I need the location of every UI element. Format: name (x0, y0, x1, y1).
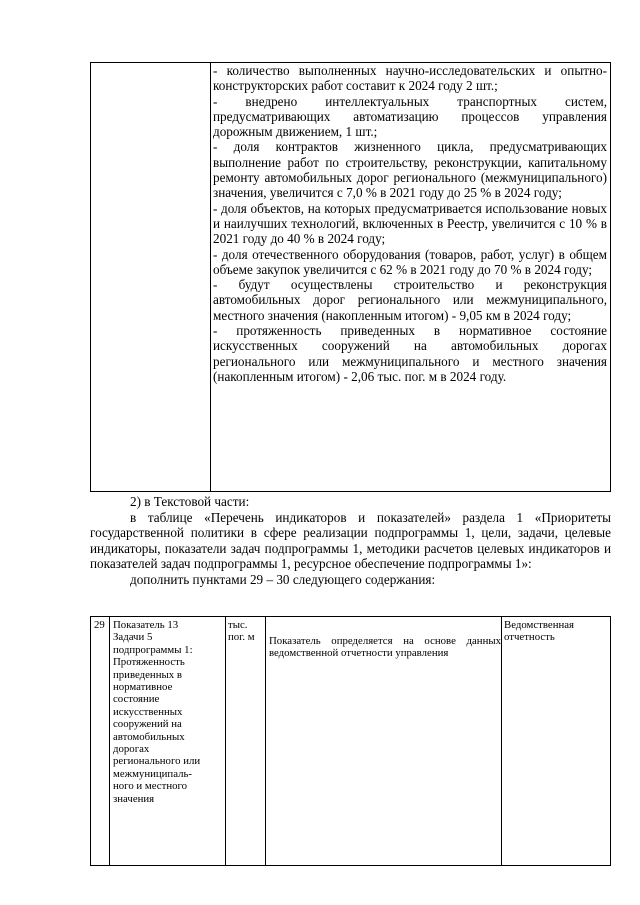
indicator-line: межмуниципаль- (113, 767, 192, 780)
column-divider (501, 617, 502, 865)
indicator-line: Показатель 13 (113, 619, 179, 631)
indicator-line: автомобильных (113, 730, 185, 743)
result-paragraph: - количество выполненных научно-исследовательских и опытно-конструкторских работ составит к 2024 году 2 шт.; (213, 63, 607, 94)
indicator-line: подпрограммы 1: (113, 643, 193, 656)
result-paragraph: - протяженность приведенных в нормативное состояние искусственных сооружений на автомобильных дорогах регионального или межмуниципального и местного значения (накопленным итогом) - 2,06 тыс. пог. м в 2024 году. (213, 323, 607, 384)
column-divider (210, 63, 211, 491)
indicator-name (113, 619, 225, 805)
indicator-line: регионального или (113, 755, 201, 768)
data-source: Ведомственная отчетность (504, 619, 575, 644)
continuation-table (90, 62, 611, 492)
calculation-method: Показатель определяется на основе данных ведомственной отчетности управления (269, 635, 501, 660)
unit-of-measure: тыс. пог. м (228, 619, 255, 644)
indicator-line: ного и местного (113, 780, 188, 793)
indicator-line: Протяженность (113, 656, 185, 669)
indicator-line: значения (113, 792, 155, 805)
result-paragraph: - будут осуществлены строительство и реконструкция автомобильных дорог регионального или межмуниципального, местного значения (накопленным итогом) - 9,05 км в 2024 году; (213, 277, 607, 323)
result-paragraph: - доля контрактов жизненного цикла, предусматривающих выполнение работ по строительству, реконструкции, капитальному ремонту автомобильных дорог регионального (межмуниципального) значения, увеличится с 7,0 % в 2021 году до 25 % в 2024 году; (213, 139, 607, 201)
indicator-line: Задачи 5 (113, 631, 153, 644)
column-divider (109, 617, 110, 865)
result-paragraph: - доля отечественного оборудования (товаров, работ, услуг) в общем объеме закупок увеличится с 62 % в 2021 году до 70 % в 2024 году; (213, 246, 607, 277)
item-2-heading: 2) в Текстовой части: (130, 494, 250, 509)
indicators-table (90, 616, 611, 866)
indicator-line: дорогах (113, 743, 150, 756)
expected-results-cell (213, 63, 607, 384)
table-reference-paragraph: в таблице «Перечень индикаторов и показателей» раздела 1 «Приоритеты государственной политики в сфере реализации подпрограммы 1, цели, задачи, целевые индикаторы, показатели задач подпрограммы 1, методики расчетов целевых индикаторов и показателей задач подпрограммы 1, ресурсное обеспечение подпрограммы 1»: (90, 509, 611, 572)
supplement-paragraph: дополнить пунктами 29 – 30 следующего содержания: (130, 571, 436, 587)
indicator-line: сооружений на (113, 718, 182, 731)
column-divider (265, 617, 266, 865)
indicator-line: приведенных в (113, 668, 182, 681)
body-text (90, 494, 611, 588)
indicator-line: искусственных (113, 705, 183, 718)
column-divider (225, 617, 226, 865)
result-paragraph: - доля объектов, на которых предусматривается использование новых и наилучших технологий, включенных в Реестр, увеличится с 10 % в 2021 году до 40 % в 2024 году; (213, 200, 607, 247)
result-paragraph: - внедрено интеллектуальных транспортных систем, предусматривающих автоматизацию процессов управления дорожным движением, 1 шт.; (213, 93, 607, 140)
indicator-line: нормативное (113, 681, 173, 694)
indicator-line: состояние (113, 693, 160, 706)
row-number: 29 (94, 619, 105, 631)
